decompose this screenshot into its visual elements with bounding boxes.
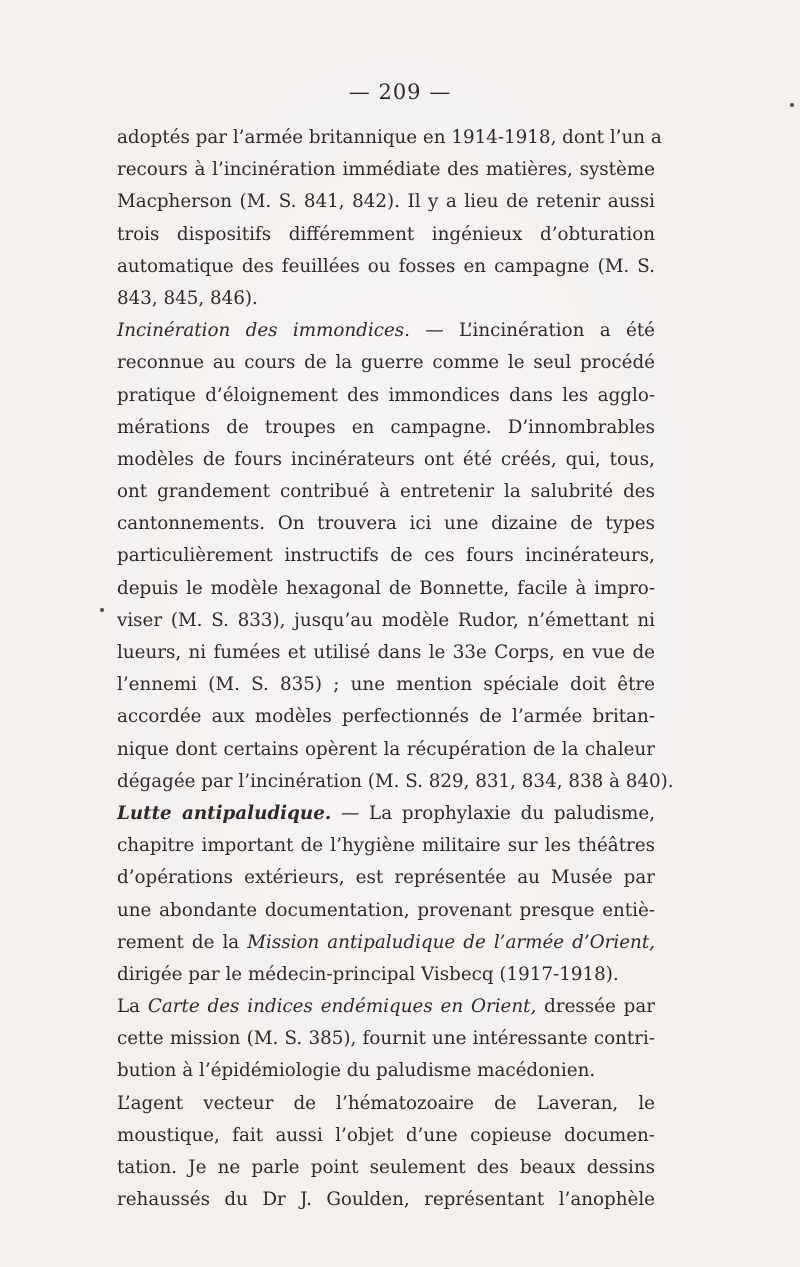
text-line: Macpherson (M. S. 841, 842). Il y a lieu de retenir aussi [117,191,655,213]
text-line: depuis le modèle hexagonal de Bonnette, facile à impro- [117,577,655,599]
text-line: recours à l’incinération immédiate des matières, système [117,159,655,181]
text-line: automatique des feuillées ou fosses en campagne (M. S. [117,255,655,277]
text-line: une abondante documentation, provenant presque entiè- [117,899,655,921]
text-line: dégagée par l’incinération (M. S. 829, 831, 834, 838 à 840). [117,770,674,792]
text-run: rement de la [117,931,248,953]
page-speck [790,103,794,107]
text-line: nique dont certains opèrent la récupération de la chaleur [117,738,655,760]
text-line: chapitre important de l’hygiène militaire sur les théâtres [117,835,655,857]
text-run: — L’incinération a été [409,320,655,342]
text-line: mérations de troupes en campagne. D’innombrables [117,416,655,438]
paragraph-first-line [117,798,655,830]
text-run: dressée par [536,996,656,1018]
text-run: — La prophylaxie du paludisme, [331,802,656,824]
text-line: pratique d’éloignement des immondices dans les agglo- [117,384,655,406]
text-line: reconnue au cours de la guerre comme le seul procédé [117,352,655,374]
section-heading: Lutte antipaludique. [117,802,332,824]
section-heading: Incinération des immondices. [117,320,410,342]
text-line: adoptés par l’armée britannique en 1914-1918, dont l’un a [117,127,662,148]
paragraph-first-line: L’agent vecteur de l’hématozoaire de Laveran, le [117,1092,655,1114]
text-line: moustique, fait aussi l’objet d’une copieuse documen- [117,1124,655,1146]
page-number: — 209 — [348,80,452,104]
text-line: dirigée par le médecin-principal Visbecq (1917-1918). [117,963,619,985]
text-line: d’opérations extérieurs, est représentée au Musée par [117,867,655,889]
text-line: viser (M. S. 833), jusqu’au modèle Rudor, n’émettant ni [117,609,655,631]
text-line: particulièrement instructifs de ces fours incinérateurs, [117,545,655,567]
text-line: cette mission (M. S. 385), fournit une intéressante contri- [117,1028,655,1050]
work-title: Mission antipaludique de l’armée d’Orient, [247,931,655,953]
text-line: l’ennemi (M. S. 835) ; une mention spéciale doit être [117,674,655,696]
text-line: trois dispositifs différemment ingénieux d’obturation [117,223,655,245]
text-line: rehaussés du Dr J. Goulden, représentant l’anophèle [117,1189,655,1211]
text-line [117,927,655,959]
text-line: ont grandement contribué à entretenir la salubrité des [117,481,655,503]
paragraph-first-line [117,315,655,347]
page-speck [100,608,104,612]
text-line: modèles de fours incinérateurs ont été créés, qui, tous, [117,448,655,470]
text-line: tation. Je ne parle point seulement des beaux dessins [117,1157,655,1178]
text-line: accordée aux modèles perfectionnés de l’armée britan- [117,706,655,728]
paragraph-first-line [117,991,655,1023]
body-text [117,122,674,1216]
text-run: La [117,996,148,1018]
work-title: Carte des indices endémiques en Orient, [147,996,537,1018]
text-line: bution à l’épidémiologie du paludisme macédonien. [117,1060,596,1082]
text-line: cantonnements. On trouvera ici une dizaine de types [117,513,655,535]
text-line: lueurs, ni fumées et utilisé dans le 33e Corps, en vue de [117,642,655,663]
text-line: 843, 845, 846). [117,287,258,309]
